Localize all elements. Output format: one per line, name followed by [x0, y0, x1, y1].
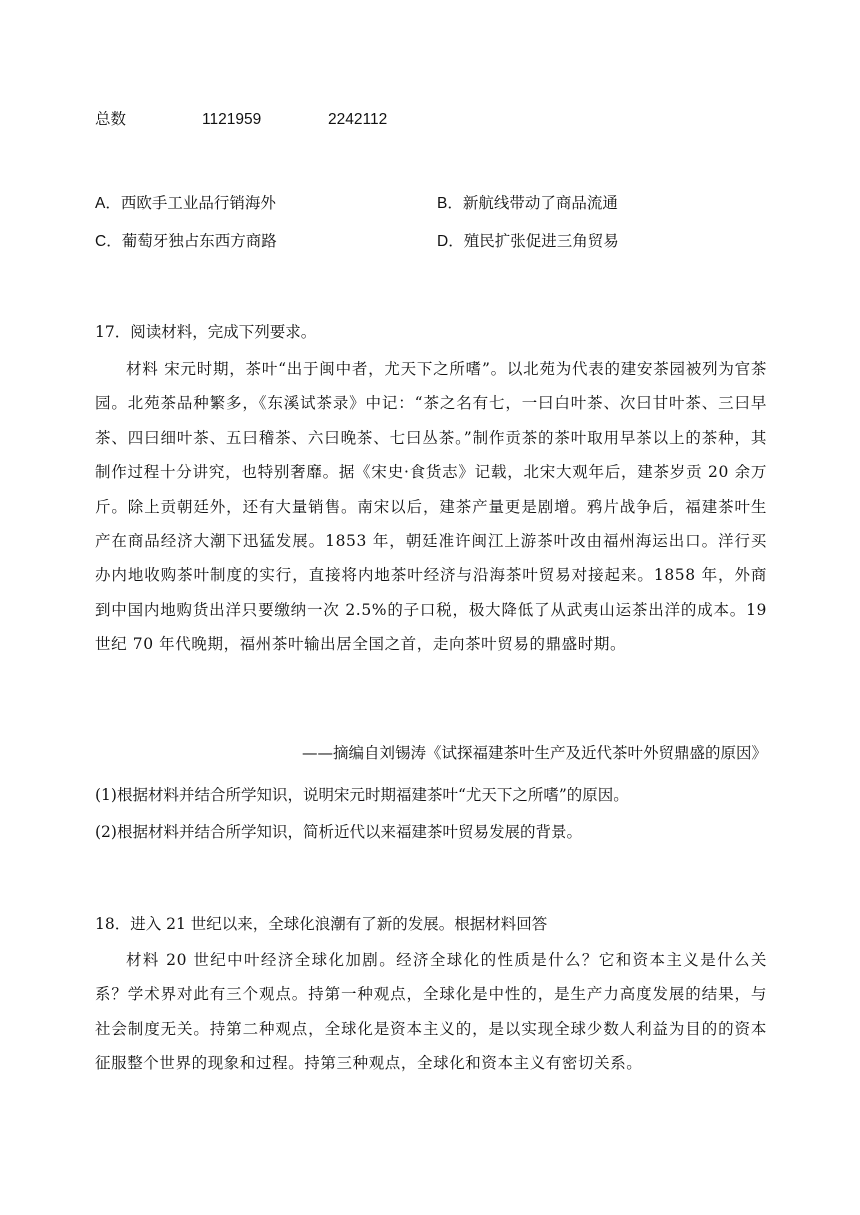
q17-subquestion-1: (1)根据材料并结合所学知识，说明宋元时期福建茶叶“尤天下之所嗜”的原因。 — [95, 786, 629, 804]
q17-title: 17．阅读材料，完成下列要求。 — [95, 323, 317, 341]
q18-material: 材料 20 世纪中叶经济全球化加剧。经济全球化的性质是什么？它和资本主义是什么关系？学术界对此有三个观点。持第一种观点，全球化是中性的，是生产力高度发展的结果，与社会制度无关。持第二种观点，全球化是资本主义的，是以实现全球少数人利益为目的的资本征服整个世界的现象和过程。持第三种观点，全球化和资本主义有密切关系。 — [95, 951, 767, 1073]
option-b — [437, 193, 618, 214]
option-a-text: 西欧手工业品行销海外 — [120, 194, 276, 212]
table-row-value-2: 2242112 — [328, 111, 388, 128]
table-row-label: 总数 — [95, 111, 127, 128]
q17-material: 材料 宋元时期，茶叶“出于闽中者，尤天下之所嗜”。以北苑为代表的建安茶园被列为官茶园。北苑茶品种繁多，《东溪试茶录》中记：“茶之名有七，一曰白叶茶、次曰甘叶茶、三曰早茶、四曰细叶茶、五曰稽茶、六曰晚茶、七曰丛茶。”制作贡茶的茶叶取用早茶以上的茶种，其制作过程十分讲究，也特别奢靡。据《宋史·食货志》记载，北宋大观年后，建茶岁贡 20 余万斤。除上贡朝廷外，还有大量销售。南宋以后，建茶产量更是剧增。鸦片战争后，福建茶叶生产在商品经济大潮下迅猛发展。1853 年，朝廷准许闽江上游茶叶改由福州海运出口。洋行买办内地收购茶叶制度的实行，直接将内地茶叶经济与沿海茶叶贸易对接起来。1858 年，外商到中国内地购货出洋只要缴纳一次 2.5%的子口税，极大降低了从武夷山运茶出洋的成本。19 世纪 70 年代晚期，福州茶叶输出居全国之首，走向茶叶贸易的鼎盛时期。 — [95, 360, 767, 654]
q17-subquestion-2: (2)根据材料并结合所学知识，简析近代以来福建茶叶贸易发展的背景。 — [95, 823, 582, 841]
option-d-text: 殖民扩张促进三角贸易 — [463, 232, 619, 250]
option-b-text: 新航线带动了商品流通 — [462, 194, 618, 212]
option-d — [437, 231, 619, 252]
option-c-letter: C． — [95, 233, 122, 250]
option-c-text: 葡萄牙独占东西方商路 — [121, 232, 277, 250]
option-a — [95, 193, 276, 214]
q17-source: ——摘编自刘锡涛《试探福建茶叶生产及近代茶叶外贸鼎盛的原因》 — [301, 744, 767, 762]
table-row-value-1: 1121959 — [202, 111, 262, 128]
option-a-letter: A． — [95, 195, 121, 212]
option-c — [95, 231, 277, 252]
option-b-letter: B． — [437, 195, 463, 212]
q18-title: 18．进入 21 世纪以来，全球化浪潮有了新的发展。根据材料回答 — [95, 915, 548, 933]
option-d-letter: D． — [437, 233, 464, 250]
